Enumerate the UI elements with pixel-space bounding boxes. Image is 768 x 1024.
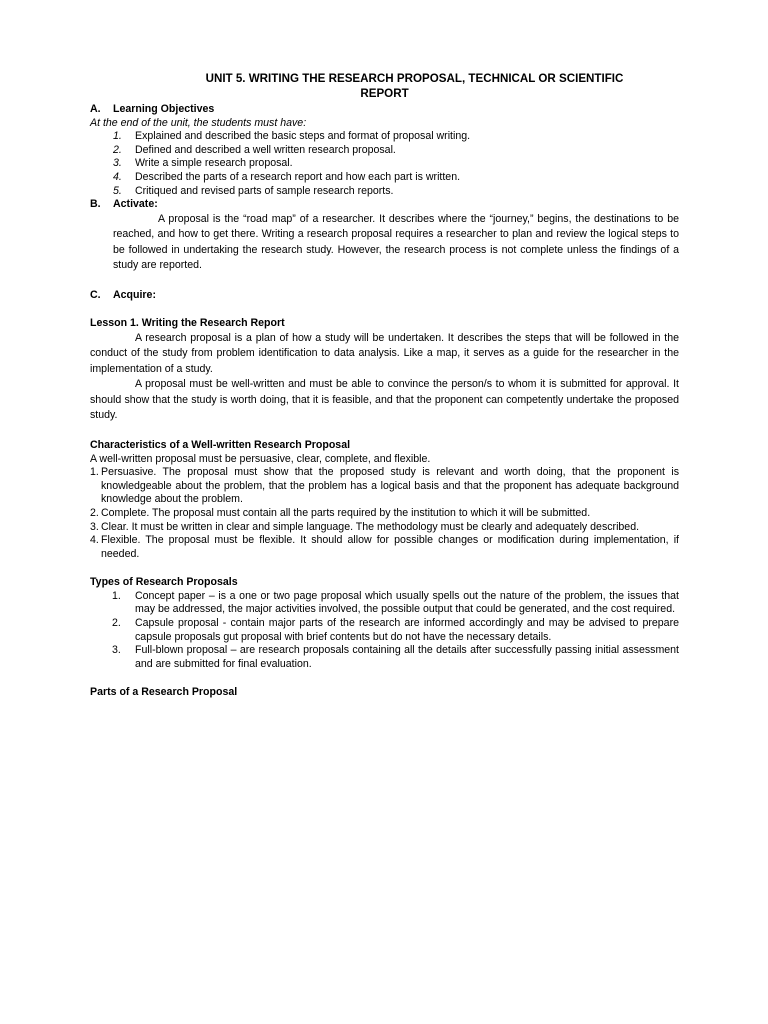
list-text: Described the parts of a research report and how each part is written. [135,170,461,183]
list-item [90,157,679,171]
lesson-paragraph-1: A research proposal is a plan of how a study will be undertaken. It describes the steps that will be followed in the conduct of the study from problem identification to data analysis. Like a map, it serves as a guide for the researcher in the implementation of a study. [90,331,679,375]
list-text: Complete. The proposal must contain all the parts required by the institution to which it will be submitted. [101,506,591,519]
list-text: Persuasive. The proposal must show that the proposed study is relevant and worth doing, that the proponent is knowledgeable about the problem, that the problem has a logical basis and that the proponent has adequate background knowledge about the problem. [101,466,679,506]
list-text: Flexible. The proposal must be flexible. It should allow for possible changes or modification during implementation, if needed. [101,534,679,560]
list-number: 2. [90,506,99,519]
list-number: 4. [113,170,122,183]
list-number: 2. [112,617,121,630]
characteristics-list [90,466,679,561]
list-text: Write a simple research proposal. [135,157,293,170]
section-c-label: C. [90,288,101,301]
parts-heading: Parts of a Research Proposal [90,686,238,699]
section-b-label: B. [90,198,101,211]
section-a-label: A. [90,103,101,115]
section-a-title: Learning Objectives [113,103,215,115]
list-text: Critiqued and revised parts of sample research reports. [135,184,394,197]
types-heading: Types of Research Proposals [90,576,238,589]
list-number: 1. [113,130,122,143]
objectives-intro: At the end of the unit, the students must have: [90,116,307,129]
list-number: 5. [113,184,122,197]
section-a-heading [90,103,679,117]
list-text: Defined and described a well written research proposal. [135,143,396,156]
list-item [90,507,679,521]
list-text: Full-blown proposal – are research proposals containing all the details after successfully passing initial assessment and are submitted for final evaluation. [135,644,679,670]
title-line-2: REPORT [360,87,409,100]
list-item [90,534,679,561]
section-b-title: Activate: [113,198,158,211]
document-body [90,71,679,700]
list-item [90,130,679,144]
lesson-paragraph-2: A proposal must be well-written and must be able to convince the person/s to whom it is submitted for approval. It should show that the study is worth doing, that it is feasible, and that the proponent can competently undertake the proposed study. [90,378,679,422]
list-number: 1. [112,589,121,602]
list-item [90,466,679,507]
list-item [90,644,679,671]
lesson-heading: Lesson 1. Writing the Research Report [90,317,285,330]
list-item [90,617,679,644]
list-text: Explained and described the basic steps and format of proposal writing. [135,130,471,143]
characteristics-intro: A well-written proposal must be persuasive, clear, complete, and flexible. [90,452,431,465]
list-number: 4. [90,534,99,547]
list-number: 3. [112,644,121,657]
characteristics-heading: Characteristics of a Well-written Research Proposal [90,438,351,451]
list-text: Clear. It must be written in clear and simple language. The methodology must be clearly and adequately described. [101,520,640,533]
list-number: 2. [113,143,122,156]
title-line-1: UNIT 5. WRITING THE RESEARCH PROPOSAL, TECHNICAL OR SCIENTIFIC [205,72,624,85]
document-title [90,71,679,101]
list-item [90,590,679,617]
list-item [90,171,679,185]
list-number: 1. [90,466,99,479]
list-item [90,144,679,158]
list-item [90,185,679,199]
section-c-title: Acquire: [113,288,156,301]
activate-paragraph: A proposal is the “road map” of a researcher. It describes where the “journey,” begins, the destinations to be reached, and how to get there. Writing a research proposal requires a researcher to plan and review the logical steps to be followed in undertaking the research study. However, the research process is not complete unless the findings of a study are reported. [113,212,679,272]
section-c-heading [90,289,679,303]
section-b-heading [90,198,679,212]
objectives-list [90,130,679,198]
list-item [90,521,679,535]
list-number: 3. [113,157,122,170]
list-number: 3. [90,520,99,533]
list-text: Concept paper – is a one or two page proposal which usually spells out the nature of the problem, the issues that may be addressed, the major activities involved, the possible output that could be generated, and the cost required. [135,589,679,616]
types-list [90,590,679,672]
list-text: Capsule proposal - contain major parts of the research are informed accordingly and may be advised to prepare capsule proposals gut proposal with brief contents but do not have the necessary details. [135,617,679,643]
